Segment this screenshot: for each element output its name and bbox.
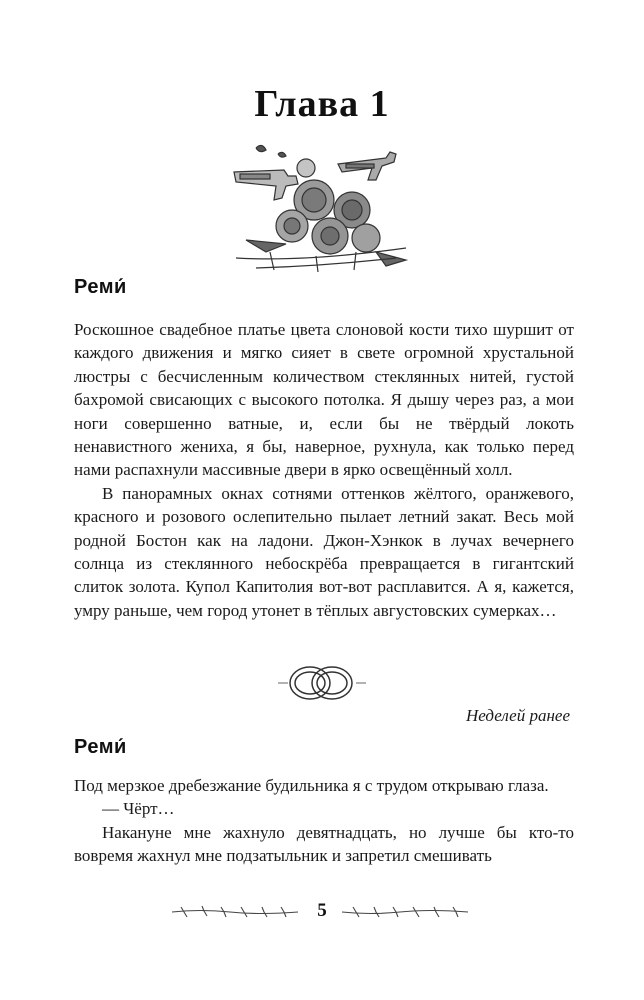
time-note: Неделей ранее <box>466 706 570 725</box>
thorny-vine-right-icon <box>340 904 470 920</box>
section-1-body <box>74 318 574 622</box>
chapter-title: Глава 1 <box>254 83 390 125</box>
section-2-body <box>74 774 574 868</box>
paragraph: Под мерзкое дребезжание будильника я с трудом открываю глаза. <box>74 776 549 795</box>
page-footer <box>0 900 644 926</box>
page-number: 5 <box>317 900 327 921</box>
paragraph: Накануне мне жахнуло девятнадцать, но лучше бы кто-то вовремя жахнул мне подзатыльник и запретил смешивать <box>74 822 574 866</box>
wedding-rings-icon <box>270 660 374 706</box>
paragraph: Роскошное свадебное платье цвета слоновой кости тихо шуршит от каждого движения и мягко сияет в свете огромной хрустальной люстры с бесчисленным количеством стеклянных нитей, густой бахромой свисающих с высокого потолка. Я дышу через раз, а мои ноги совершенно ватные, и, если бы не твёрдый локоть ненавистного жениха, я бы, наверное, рухнула, как только перед нами распахнули массивные двери в ярко освещённый холл. <box>74 320 574 480</box>
roses-revolvers-icon <box>226 140 416 280</box>
section-1-speaker: Реми́ <box>74 276 127 298</box>
section-2-speaker: Реми́ <box>74 736 127 758</box>
paragraph: — Чёрт… <box>102 799 175 819</box>
paragraph: В панорамных окнах сотнями оттенков жёлтого, оранжевого, красного и розового ослепительно пылает летний закат. Весь мой родной Бостон как на ладони. Джон-Хэнкок в лучах вечернего солнца из стеклянного небоскрёба превращается в гигантский слиток золота. Купол Капитолия вот-вот расплавится. А я, кажется, умру раньше, чем город утонет в тёплых августовских сумерках… <box>74 483 574 620</box>
